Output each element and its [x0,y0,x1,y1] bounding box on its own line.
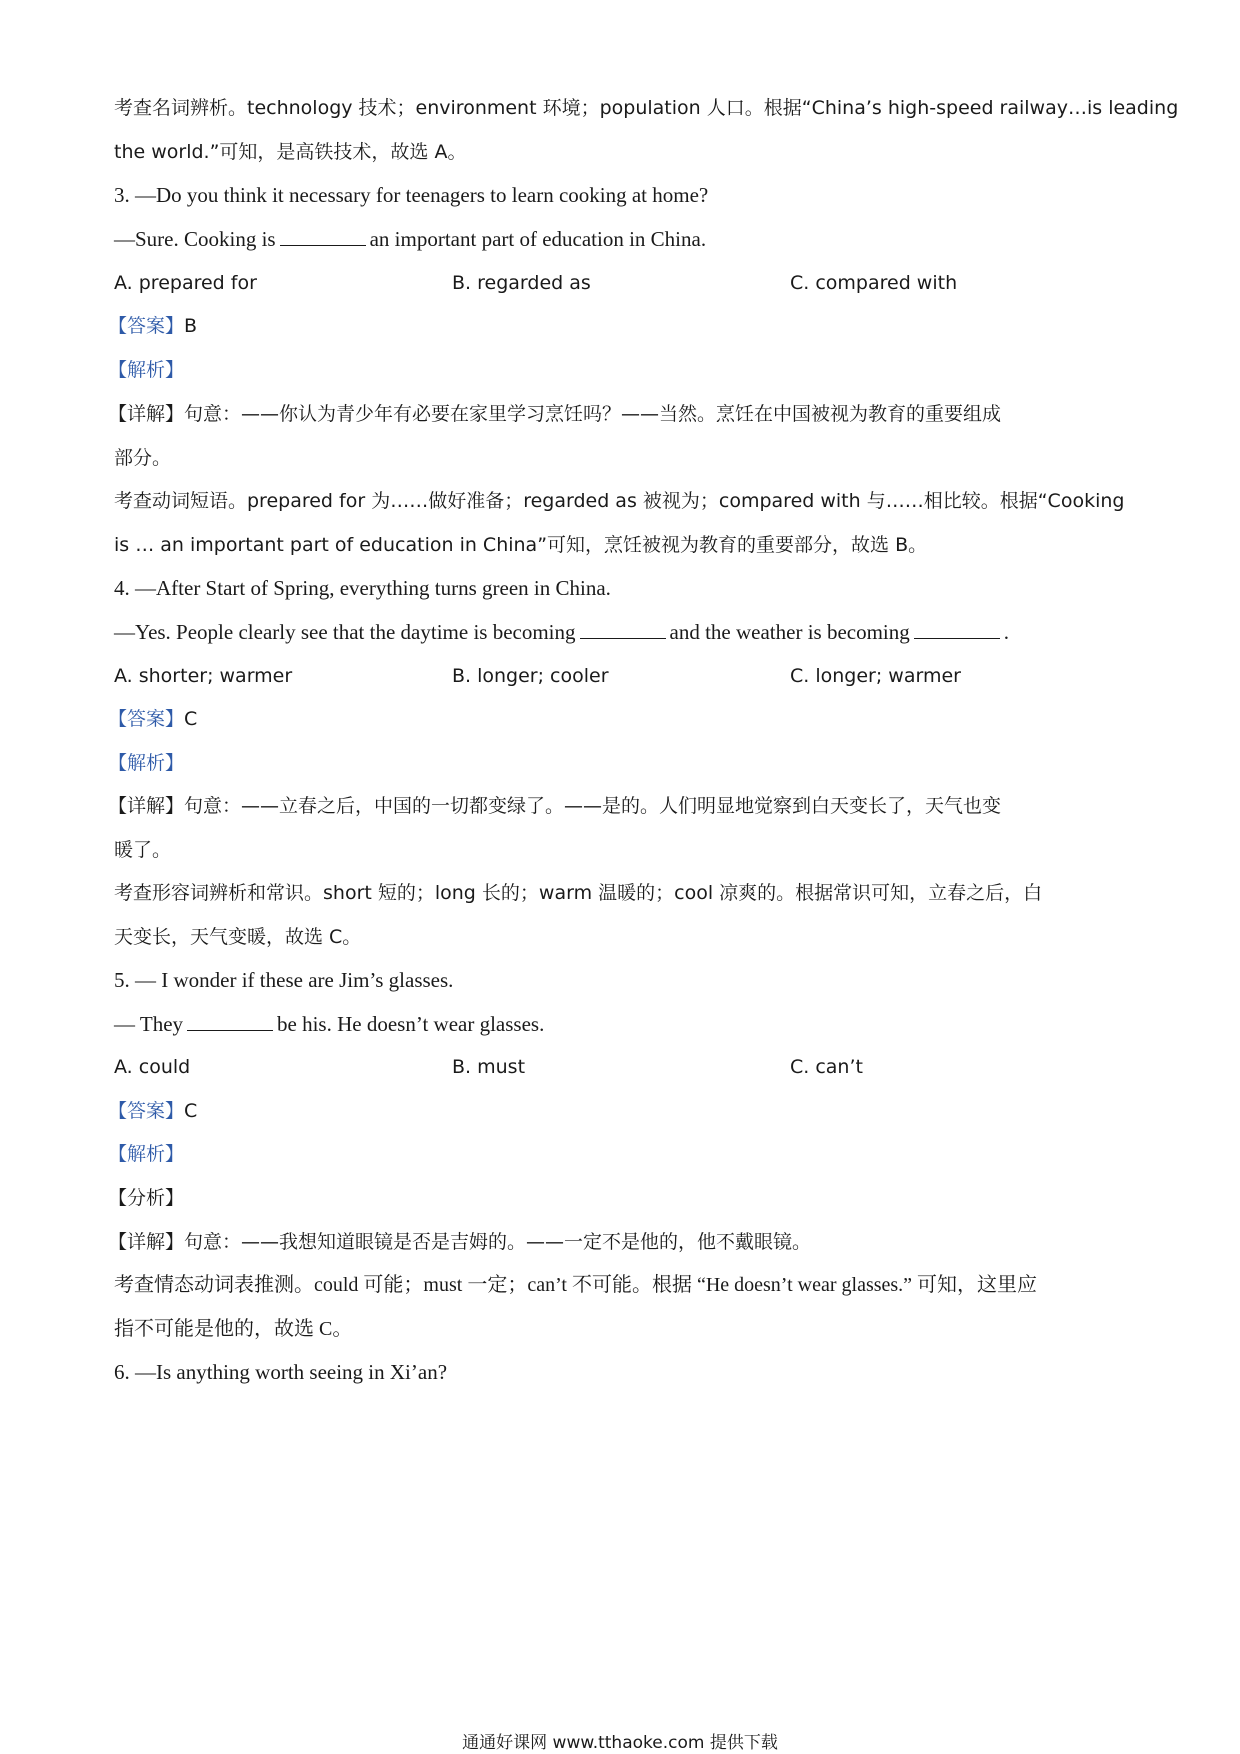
q4-explanation-line-1: 考查形容词辨析和常识。short 短的；long 长的；warm 温暖的；cool 凉爽的。根据常识可知，立春之后，白 [114,882,1043,904]
q5-fenxi-tag: 【分析】 [108,1187,185,1209]
q3-answer-value: B [184,315,198,337]
q3-analysis-tag: 【解析】 [108,359,185,381]
q4-response [114,618,1134,646]
q5-question: 5. — I wonder if these are Jim’s glasses. [114,968,454,992]
q3-answer-tag: 【答案】 [108,315,185,337]
q3-option-b: B. regarded as [452,272,591,294]
q4-response-end: . [1003,620,1010,644]
q4-explanation-line-2: 天变长，天气变暖，故选 C。 [114,926,362,948]
q5-option-a: A. could [114,1056,191,1078]
q5-option-b: B. must [452,1056,526,1078]
q5-explanation-line-1: 考查情态动词表推测。could 可能；must 一定；can’t 不可能。根据 “He doesn’t wear glasses.” 可知，这里应 [114,1274,1038,1296]
q4-analysis-tag: 【解析】 [108,752,185,774]
q4-blank-1 [580,620,666,639]
q4-detail-line-1 [108,792,1128,820]
q4-answer [108,705,1128,733]
q2-explanation-line-1: 考查名词辨析。technology 技术；environment 环境；population 人口。根据“China’s high-speed railway…is leading [114,97,1179,119]
q2-explanation-line-2: the world.”可知，是高铁技术，故选 A。 [114,141,467,163]
q3-option-a: A. prepared for [114,272,257,294]
q3-response-post: an important part of education in China. [369,227,707,251]
q5-explanation-line-2: 指不可能是他的，故选 C。 [114,1318,353,1340]
q4-detail-line-2: 暖了。 [114,839,172,861]
q3-answer [108,312,1128,340]
q6-question: 6. —Is anything worth seeing in Xi’an? [114,1360,448,1384]
q4-option-c: C. longer; warmer [790,665,961,687]
q3-detail-tag: 【详解】 [108,403,185,425]
q4-detail-tag: 【详解】 [108,795,185,817]
q3-question: 3. —Do you think it necessary for teenagers to learn cooking at home? [114,183,709,207]
page-footer: 通通好课网 www.tthaoke.com 提供下载 [462,1733,778,1753]
q5-blank [187,1012,273,1031]
q4-question: 4. —After Start of Spring, everything turns green in China. [114,576,611,600]
q3-option-c: C. compared with [790,272,958,294]
q5-answer-tag: 【答案】 [108,1100,185,1122]
q3-blank [280,227,366,246]
q3-explanation-line-1: 考查动词短语。prepared for 为……做好准备；regarded as 被视为；compared with 与……相比较。根据“Cooking [114,490,1125,512]
q5-detail-line-1 [108,1228,1128,1256]
q3-explanation-line-2: is … an important part of education in China”可知，烹饪被视为教育的重要部分，故选 B。 [114,534,928,556]
q4-blank-2 [914,620,1000,639]
q5-option-c: C. can’t [790,1056,863,1078]
q4-option-a: A. shorter; warmer [114,665,293,687]
q5-answer-value: C [184,1100,198,1122]
q4-option-b: B. longer; cooler [452,665,609,687]
q5-response [114,1010,1134,1038]
q4-response-mid: and the weather is becoming [669,620,910,644]
q5-response-post: be his. He doesn’t wear glasses. [277,1012,545,1036]
q5-answer [108,1097,1128,1125]
q4-answer-tag: 【答案】 [108,708,185,730]
q5-detail-tag: 【详解】 [108,1231,185,1253]
q5-detail-text: 句意：——我想知道眼镜是否是吉姆的。——一定不是他的，他不戴眼镜。 [184,1231,812,1253]
q5-response-pre: — They [114,1012,184,1036]
q3-response [114,225,1134,253]
q3-detail-line-2: 部分。 [114,447,172,469]
q4-answer-value: C [184,708,198,730]
q3-detail-text: 句意：——你认为青少年有必要在家里学习烹饪吗？——当然。烹饪在中国被视为教育的重要组成 [184,403,1002,425]
q3-detail-line-1 [108,400,1128,428]
q5-analysis-tag: 【解析】 [108,1143,185,1165]
q4-detail-text: 句意：——立春之后，中国的一切都变绿了。——是的。人们明显地觉察到白天变长了，天气也变 [184,795,1002,817]
q3-response-pre: —Sure. Cooking is [114,227,276,251]
q4-response-pre: —Yes. People clearly see that the daytime is becoming [114,620,576,644]
